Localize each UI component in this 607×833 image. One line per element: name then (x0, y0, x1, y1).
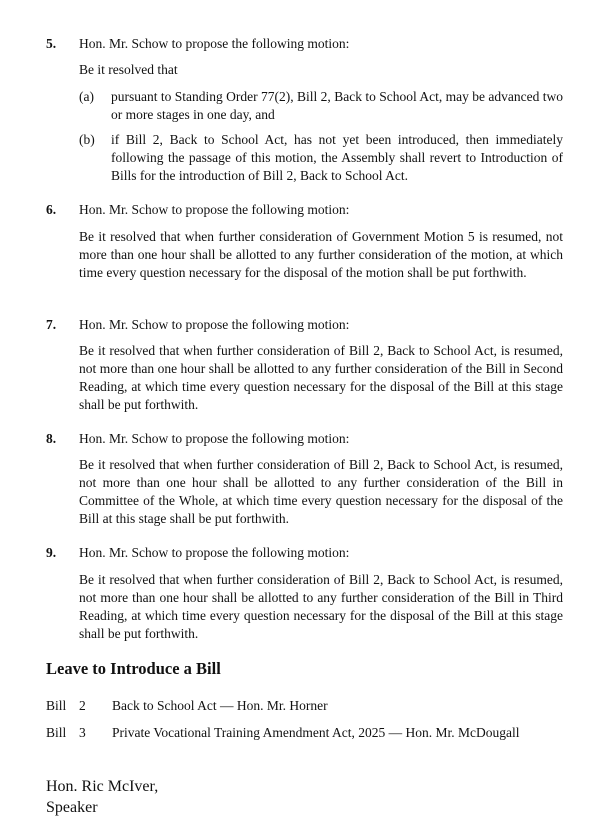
item-text: pursuant to Standing Order 77(2), Bill 2, Back to School Act, may be advanced two or more stages in one day, and (111, 89, 563, 122)
motion-heading: Hon. Mr. Schow to propose the following motion: (79, 545, 350, 560)
motion-body: Be it resolved that when further consideration of Bill 2, Back to School Act, is resumed, not more than one hour shall be allotted to any further consideration of the Bill in Second Reading, at which time every question necessary for the disposal of the Bill at this stage shall be put forthwith. (79, 343, 563, 412)
motion-body: Be it resolved that when further consideration of Bill 2, Back to School Act, is resumed, not more than one hour shall be allotted to any further consideration of the Bill in Committee of the Whole, at which time every question necessary for the disposal of the Bill at this stage shall be put forthwith. (79, 457, 563, 526)
motion-lead: Be it resolved that (79, 62, 178, 77)
motion-heading: Hon. Mr. Schow to propose the following motion: (79, 36, 350, 51)
motion-number: 7. (46, 317, 57, 332)
motion-number: 6. (46, 202, 57, 217)
motion-heading: Hon. Mr. Schow to propose the following motion: (79, 317, 350, 332)
speaker-name: Hon. Ric McIver, (46, 778, 159, 795)
motion-number: 5. (46, 36, 57, 51)
bill-title: Back to School Act — Hon. Mr. Horner (112, 698, 328, 713)
item-label: (b) (79, 132, 95, 147)
motion-body: Be it resolved that when further consideration of Bill 2, Back to School Act, is resumed, not more than one hour shall be allotted to any further consideration of the Bill in Third Reading, at which time every question necessary for the disposal of the Bill at this stage shall be put forthwith. (79, 572, 563, 641)
bill-title: Private Vocational Training Amendment Act, 2025 — Hon. Mr. McDougall (112, 725, 520, 740)
item-text: if Bill 2, Back to School Act, has not yet been introduced, then immediately following the passage of this motion, the Assembly shall revert to Introduction of Bills for the introduction of Bill 2, Back to School Act. (111, 132, 563, 183)
motion-number: 9. (46, 545, 57, 560)
motion-heading: Hon. Mr. Schow to propose the following motion: (79, 431, 350, 446)
motion-number: 8. (46, 431, 57, 446)
bill-number: 3 (79, 725, 86, 740)
motion-heading: Hon. Mr. Schow to propose the following motion: (79, 202, 350, 217)
bill-number: 2 (79, 698, 86, 713)
section-title: Leave to Introduce a Bill (46, 659, 221, 678)
motion-body: Be it resolved that when further consideration of Government Motion 5 is resumed, not more than one hour shall be allotted to any further consideration of the motion, at which time every question necessary for the disposal of the motion shall be put forthwith. (79, 229, 563, 280)
speaker-title: Speaker (46, 799, 98, 816)
item-label: (a) (79, 89, 94, 104)
bill-word: Bill (46, 725, 67, 740)
bill-word: Bill (46, 698, 67, 713)
